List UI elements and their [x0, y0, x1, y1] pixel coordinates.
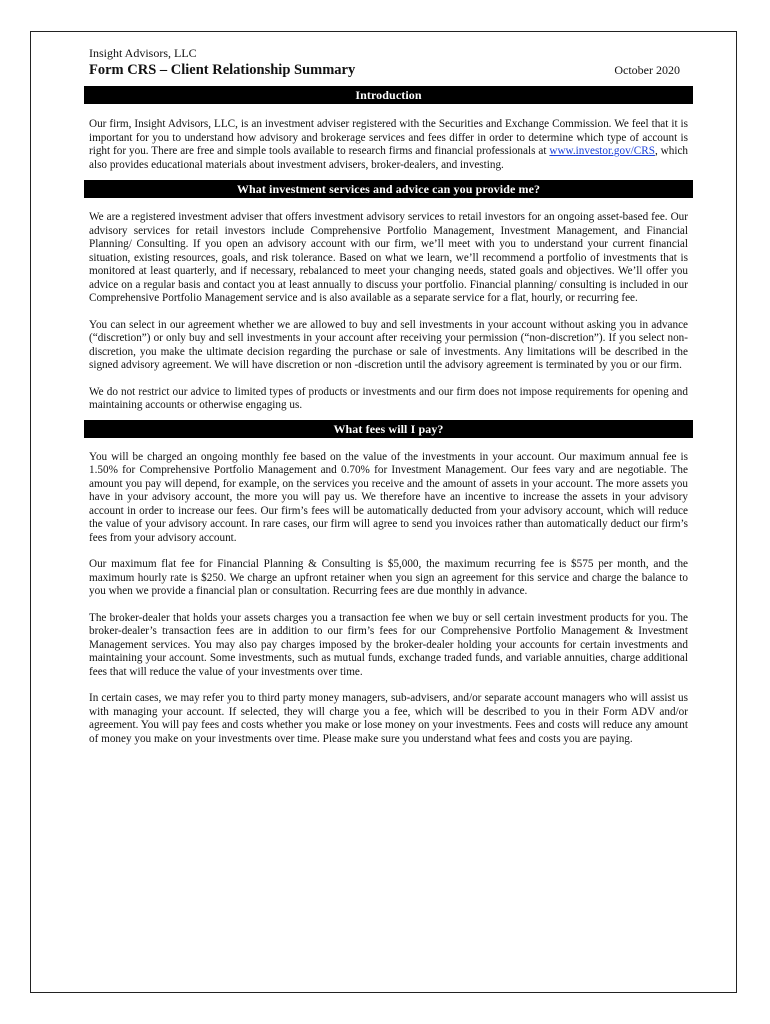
intro-text-start: Our firm, Insight Advisors, LLC, is an investment adviser registered with the Securities and Exchange Commission. We feel that it is important for you to understand how advisory and brokerage services and fees differ in order to determine which type of account is right for you. There are free and simple tools available to research firms and financial professionals at	[89, 118, 688, 157]
services-paragraph-1: We are a registered investment adviser that offers investment advisory services to retail investors for an ongoing asset-based fee. Our advisory services for retail investors include Comprehensive Portfolio Management, Investment Management, and Financial Planning/ Consulting. If you open an advisory account with our firm, we’ll meet with you to understand your current financial situation, existing resources, goals, and risk tolerance. Based on what we learn, we’ll recommend a portfolio of investments that is monitored at least quarterly, and if necessary, rebalanced to meet your changing needs, stated goals and objectives. We’ll offer you advice on a regular basis and contact you at least annually to discuss your portfolio. Financial planning/ consulting is included in our Comprehensive Portfolio Management service and is also available as a separate service for a flat, hourly, or recurring fee.	[89, 211, 688, 304]
services-paragraph-3: We do not restrict our advice to limited types of products or investments and our firm does not impose requirements for opening and maintaining accounts or otherwise engaging us.	[89, 385, 688, 411]
intro-paragraph	[89, 118, 688, 172]
firm-name: Insight Advisors, LLC	[89, 46, 197, 60]
document-content	[89, 46, 688, 759]
intro-text-end: , which also provides educational materials about investment advisers, broker-dealers, and investing.	[89, 145, 689, 171]
section-heading-services: What investment services and advice can you provide me?	[84, 180, 693, 198]
fees-paragraph-2: Our maximum flat fee for Financial Planning & Consulting is $5,000, the maximum recurring fee is $575 per month, and the maximum hourly rate is $250. We charge an upfront retainer when you sign an agreement for this service and charge the balance to you when we provide a financial plan or consultation. Recurring fees are due monthly in advance.	[89, 558, 688, 597]
title-row	[89, 61, 688, 79]
section-heading-introduction: Introduction	[84, 86, 693, 104]
section-heading-fees: What fees will I pay?	[84, 420, 693, 438]
fees-paragraph-1: You will be charged an ongoing monthly fee based on the value of the investments in your account. Our maximum annual fee is 1.50% for Comprehensive Portfolio Management and 0.70% for Investment Management. Our fees vary and are negotiable. The amount you pay will depend, for example, on the services you receive and the amount of assets in your account. The more assets you have in your advisory account, the more you will pay us. We therefore have an incentive to increase the assets in your advisory account in order to increase our fees. Our firm’s fees will be automatically deducted from your advisory account, which will reduce the value of your advisory account. In rare cases, our firm will agree to send you invoices rather than automatically deduct our firm’s fees from your advisory account.	[89, 450, 688, 544]
document-date: October 2020	[614, 63, 680, 77]
fees-paragraph-4: In certain cases, we may refer you to third party money managers, sub-advisers, and/or separate account managers who will assist us with managing your account. If selected, they will charge you a fee, which will be described to you in their Form ADV and/or agreement. You will pay fees and costs whether you make or lose money on your investments. Fees and costs will reduce any amount of money you make on your investments over time. Please make sure you understand what fees and costs you are paying.	[89, 692, 688, 745]
services-paragraph-2: You can select in our agreement whether we are allowed to buy and sell investments in your account without asking you in advance (“discretion”) or only buy and sell investments in your account after receiving your permission (“non-discretion”). If you select non-discretion, you make the ultimate decision regarding the purchase or sale of investments. Any limitations will be described in the signed advisory agreement. We will have discretion or non -discretion until the advisory agreement is terminated by you or our firm.	[89, 318, 688, 371]
fees-paragraph-3: The broker-dealer that holds your assets charges you a transaction fee when we buy or sell certain investment products for you. The broker-dealer’s transaction fees are in addition to our firm’s fees for our Comprehensive Portfolio Management & Investment Management services. You may also pay charges imposed by the broker-dealer holding your accounts for certain investments and maintaining your account. Some investments, such as mutual funds, exchange traded funds, and variable annuities, charge additional fees that will reduce the value of your investments over time.	[89, 611, 688, 678]
investor-gov-link[interactable]: www.investor.gov/CRS	[549, 145, 655, 157]
document-title: Form CRS – Client Relationship Summary	[89, 62, 356, 78]
